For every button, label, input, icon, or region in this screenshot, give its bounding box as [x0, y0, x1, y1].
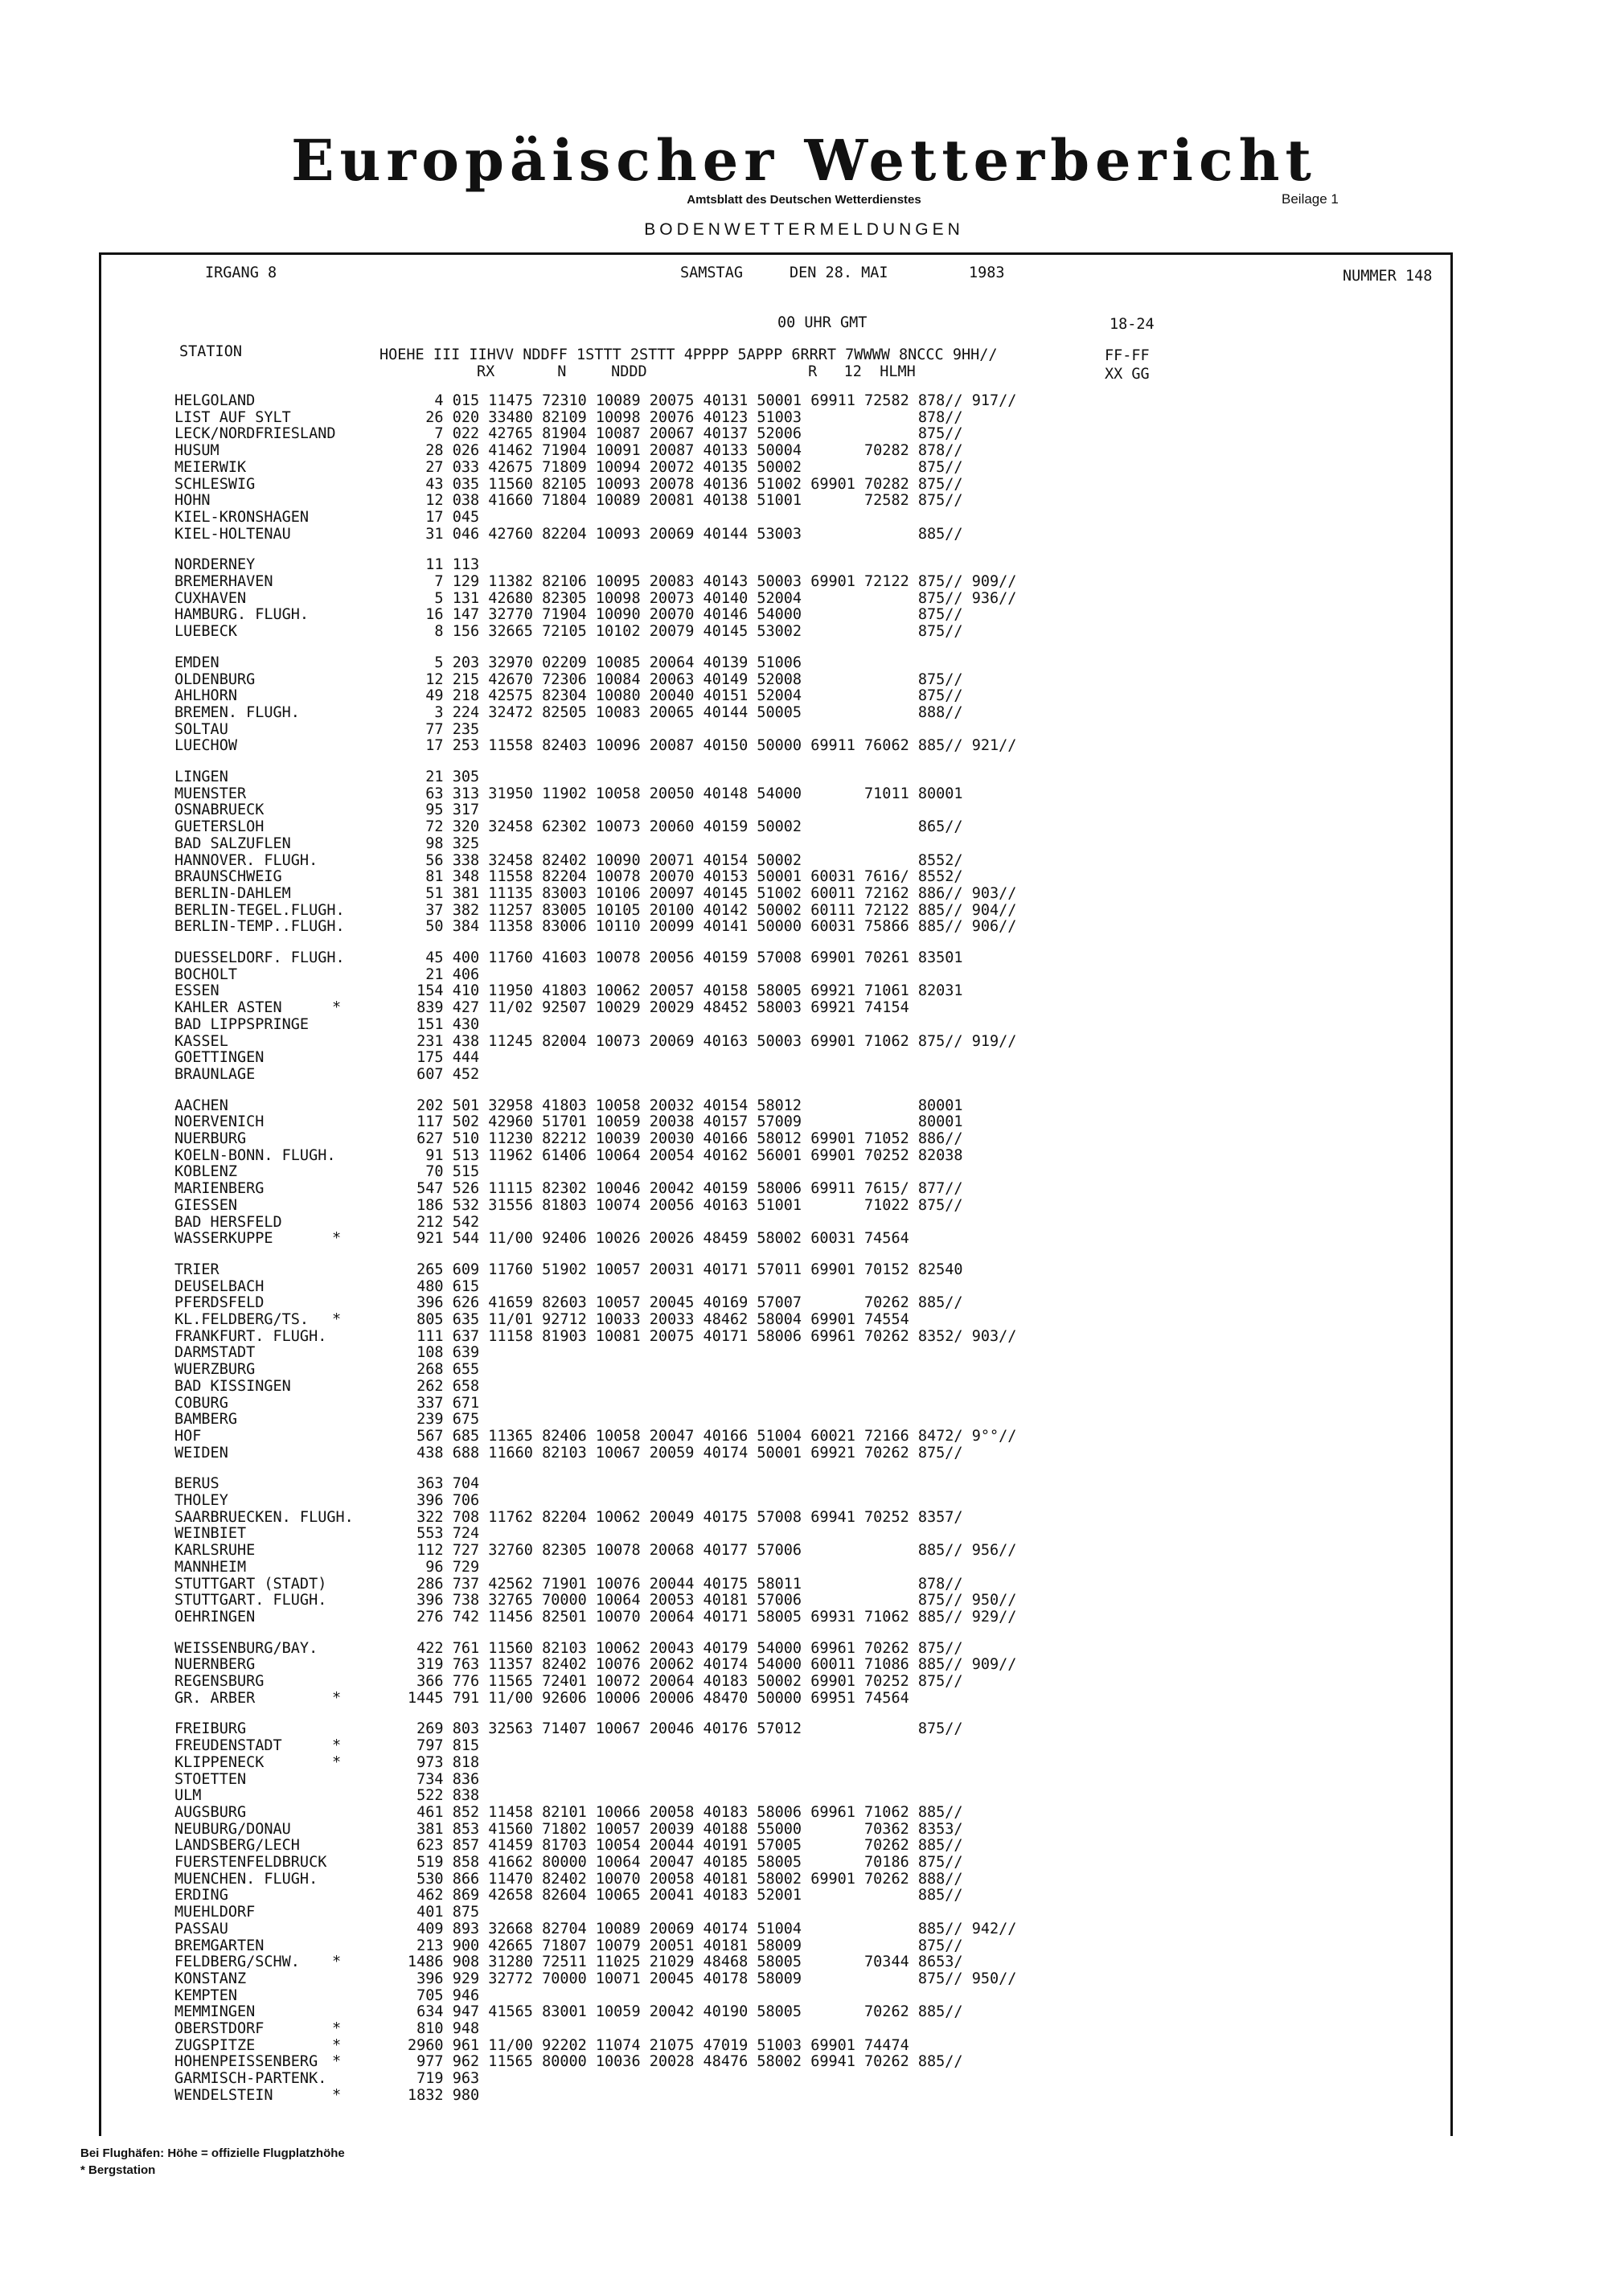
station-name: GUETERSLOH: [174, 818, 265, 836]
footnote-mountain: * Bergstation: [80, 2163, 156, 2177]
station-name: HOHENPEISSENBERG: [174, 2053, 318, 2071]
station-observation-codes: 265 609 11760 51902 10057 20031 40171 57011 69901 70152 82540: [408, 1261, 963, 1278]
station-name: MUENCHEN. FLUGH.: [174, 1870, 318, 1888]
station-name: AHLHORN: [174, 687, 237, 705]
station-observation-codes: 262 658: [408, 1377, 480, 1395]
station-observation-codes: 154 410 11950 41803 10062 20057 40158 58005 69921 71061 82031: [408, 982, 963, 1000]
station-observation-codes: 16 147 32770 71904 10090 20070 40146 54000 875//: [408, 606, 963, 624]
station-name: KASSEL: [174, 1032, 228, 1050]
station-name: KLIPPENECK: [174, 1753, 265, 1771]
station-observation-codes: 56 338 32458 82402 10090 20071 40154 50002 8552/: [408, 851, 963, 869]
mountain-station-marker: *: [332, 2053, 342, 2071]
station-observation-codes: 719 963: [408, 2070, 480, 2088]
station-name: WENDELSTEIN: [174, 2086, 273, 2104]
station-observation-codes: 45 400 11760 41603 10078 20056 40159 57008 69901 70261 83501: [408, 949, 963, 966]
mountain-station-marker: *: [332, 2086, 342, 2104]
station-observation-codes: 396 626 41659 82603 10057 20045 40169 57007 70262 885//: [408, 1294, 963, 1312]
station-name: COBURG: [174, 1394, 228, 1412]
mountain-station-marker: *: [332, 1230, 342, 1248]
station-name: LUECHOW: [174, 737, 237, 755]
volume-label: IRGANG 8: [205, 264, 277, 281]
station-observation-codes: 27 033 42675 71809 10094 20072 40135 50002 875//: [408, 458, 963, 476]
station-observation-codes: 401 875: [408, 1904, 480, 1921]
station-name: REGENSBURG: [174, 1673, 265, 1690]
station-name: SOLTAU: [174, 720, 228, 738]
station-name: KAHLER ASTEN: [174, 999, 282, 1017]
station-observation-codes: 530 866 11470 82402 10070 20058 40181 58002 69901 70262 888//: [408, 1870, 963, 1888]
station-observation-codes: 734 836: [408, 1770, 480, 1788]
station-observation-codes: 213 900 42665 71807 10079 20051 40181 58009 875//: [408, 1937, 963, 1954]
mountain-station-marker: *: [332, 1737, 342, 1755]
station-observation-codes: 381 853 41560 71802 10057 20039 40188 55000 70362 8353/: [408, 1820, 963, 1838]
station-name: PFERDSFELD: [174, 1294, 265, 1312]
station-name: FREIBURG: [174, 1720, 247, 1738]
station-observation-codes: 363 704: [408, 1475, 480, 1493]
station-name: KOBLENZ: [174, 1163, 237, 1181]
station-observation-codes: 522 838: [408, 1787, 480, 1805]
station-name: DUESSELDORF. FLUGH.: [174, 949, 345, 966]
station-name: ERDING: [174, 1887, 228, 1904]
station-observation-codes: 151 430: [408, 1015, 480, 1033]
station-name: BREMERHAVEN: [174, 573, 273, 590]
station-observation-codes: 286 737 42562 71901 10076 20044 40175 58011 878//: [408, 1575, 963, 1593]
station-name: FRANKFURT. FLUGH.: [174, 1327, 327, 1345]
station-observation-codes: 921 544 11/00 92406 10026 20026 48459 58002 60031 74564: [408, 1230, 909, 1248]
station-observation-codes: 705 946: [408, 1986, 480, 2004]
station-name: KEMPTEN: [174, 1986, 237, 2004]
station-name: HUSUM: [174, 442, 219, 460]
station-observation-codes: 462 869 42658 82604 10065 20041 40183 52001 885//: [408, 1887, 963, 1904]
station-observation-codes: 3 224 32472 82505 10083 20065 40144 50005 888//: [408, 703, 963, 721]
station-observation-codes: 96 729: [408, 1558, 480, 1576]
station-name: TRIER: [174, 1261, 219, 1278]
station-observation-codes: 973 818: [408, 1753, 480, 1771]
station-observation-codes: 49 218 42575 82304 10080 20040 40151 52004 875//: [408, 687, 963, 705]
station-observation-codes: 2960 961 11/00 92202 11074 21075 47019 51003 69901 74474: [408, 2036, 909, 2054]
station-observation-codes: 366 776 11565 72401 10072 20064 40183 50002 69901 70252 875//: [408, 1673, 963, 1690]
station-name: FUERSTENFELDBRUCK: [174, 1854, 327, 1871]
station-observation-codes: 98 325: [408, 834, 480, 852]
station-observation-codes: 567 685 11365 82406 10058 20047 40166 51004 60021 72166 8472/ 9°°//: [408, 1427, 1017, 1445]
station-name: OEHRINGEN: [174, 1608, 256, 1626]
station-observation-codes: 95 317: [408, 802, 480, 819]
station-observation-codes: 337 671: [408, 1394, 480, 1412]
station-observation-codes: 11 113: [408, 556, 480, 574]
station-name: EMDEN: [174, 654, 219, 671]
station-observation-codes: 322 708 11762 82204 10062 20049 40175 57008 69941 70252 8357/: [408, 1508, 963, 1526]
station-observation-codes: 43 035 11560 82105 10093 20078 40136 51002 69901 70282 875//: [408, 475, 963, 493]
station-observation-codes: 81 348 11558 82204 10078 20070 40153 50001 60031 7616/ 8552/: [408, 868, 963, 886]
station-name: OLDENBURG: [174, 670, 256, 688]
station-observation-codes: 26 020 33480 82109 10098 20076 40123 51003 878//: [408, 408, 963, 426]
station-observation-codes: 1832 980: [408, 2086, 480, 2104]
station-observation-codes: 634 947 41565 83001 10059 20042 40190 58005 70262 885//: [408, 2003, 963, 2021]
station-observation-codes: 276 742 11456 82501 10070 20064 40171 58005 69931 71062 885// 929//: [408, 1608, 1017, 1626]
station-name: HANNOVER. FLUGH.: [174, 851, 318, 869]
year: 1983: [969, 264, 1005, 281]
station-name: BOCHOLT: [174, 966, 237, 983]
station-observation-codes: 72 320 32458 62302 10073 20060 40159 50002 865//: [408, 818, 963, 836]
station-name: ZUGSPITZE: [174, 2036, 256, 2054]
station-name: LINGEN: [174, 769, 228, 785]
station-name: BERLIN-DAHLEM: [174, 884, 291, 902]
publisher-subtitle: Amtsblatt des Deutschen Wetterdienstes: [687, 193, 921, 207]
station-name: THOLEY: [174, 1492, 228, 1509]
station-name: BREMGARTEN: [174, 1937, 265, 1954]
station-observation-codes: 7 129 11382 82106 10095 20083 40143 50003 69901 72122 875// 909//: [408, 573, 1017, 590]
station-observation-codes: 108 639: [408, 1344, 480, 1362]
station-name: NORDERNEY: [174, 556, 256, 574]
extra-header-1: FF-FF: [1105, 347, 1150, 364]
station-observation-codes: 70 515: [408, 1163, 480, 1181]
station-name: OSNABRUECK: [174, 802, 265, 819]
station-name: KOELN-BONN. FLUGH.: [174, 1146, 336, 1164]
station-name: LUEBECK: [174, 623, 237, 641]
station-observation-codes: 623 857 41459 81703 10054 20044 40191 57005 70262 885//: [408, 1837, 963, 1855]
station-observation-codes: 805 635 11/01 92712 10033 20033 48462 58004 69901 74554: [408, 1311, 909, 1328]
station-observation-codes: 1445 791 11/00 92606 10006 20006 48470 50000 69951 74564: [408, 1689, 909, 1707]
station-observation-codes: 17 045: [408, 508, 480, 526]
station-observation-codes: 422 761 11560 82103 10062 20043 40179 54000 69961 70262 875//: [408, 1639, 963, 1657]
station-name: MEMMINGEN: [174, 2003, 256, 2021]
station-observation-codes: 268 655: [408, 1361, 480, 1379]
station-name: ESSEN: [174, 982, 219, 1000]
station-name: GOETTINGEN: [174, 1049, 265, 1067]
station-observation-codes: 117 502 42960 51701 10059 20038 40157 57009 80001: [408, 1113, 963, 1131]
station-observation-codes: 175 444: [408, 1049, 480, 1067]
station-observation-codes: 21 406: [408, 966, 480, 983]
station-name: BERLIN-TEGEL.FLUGH.: [174, 901, 345, 919]
station-observation-codes: 239 675: [408, 1411, 480, 1429]
station-name: LIST AUF SYLT: [174, 408, 291, 426]
station-observation-codes: 31 046 42760 82204 10093 20069 40144 53003 885//: [408, 525, 963, 543]
station-observation-codes: 202 501 32958 41803 10058 20032 40154 58012 80001: [408, 1097, 963, 1114]
station-observation-codes: 63 313 31950 11902 10058 20050 40148 54000 71011 80001: [408, 785, 963, 802]
station-observation-codes: 91 513 11962 61406 10064 20054 40162 56001 69901 70252 82038: [408, 1146, 963, 1164]
station-observation-codes: 480 615: [408, 1277, 480, 1295]
station-name: DEUSELBACH: [174, 1277, 265, 1295]
station-name: GARMISCH-PARTENK.: [174, 2070, 327, 2088]
station-observation-codes: 7 022 42765 81904 10087 20067 40137 52006 875//: [408, 425, 963, 443]
station-observation-codes: 396 706: [408, 1492, 480, 1509]
station-name: BAD HERSFELD: [174, 1213, 282, 1231]
station-observation-codes: 8 156 32665 72105 10102 20079 40145 53002 875//: [408, 623, 963, 641]
observation-time: 00 UHR GMT: [777, 314, 868, 331]
station-observation-codes: 319 763 11357 82402 10076 20062 40174 54000 60011 71086 885// 909//: [408, 1656, 1017, 1674]
station-name: PASSAU: [174, 1920, 228, 1937]
station-name: SAARBRUECKEN. FLUGH.: [174, 1508, 354, 1526]
extra-header-2: XX GG: [1105, 366, 1150, 383]
station-name: AUGSBURG: [174, 1803, 247, 1821]
station-observation-codes: 269 803 32563 71407 10067 20046 40176 57012 875//: [408, 1720, 963, 1738]
station-observation-codes: 50 384 11358 83006 10110 20099 40141 50000 60031 75866 885// 906//: [408, 918, 1017, 936]
station-name: BAD KISSINGEN: [174, 1377, 291, 1395]
station-observation-codes: 51 381 11135 83003 10106 20097 40145 51002 60011 72162 886// 903//: [408, 884, 1017, 902]
station-name: GIESSEN: [174, 1196, 237, 1214]
footnote-airports: Bei Flughäfen: Höhe = offizielle Flugplatzhöhe: [80, 2146, 345, 2160]
station-name: MUENSTER: [174, 785, 247, 802]
station-name: ULM: [174, 1787, 202, 1805]
weekday: SAMSTAG: [680, 264, 743, 281]
station-observation-codes: 212 542: [408, 1213, 480, 1231]
station-observation-codes: 396 738 32765 70000 10064 20053 40181 57006 875// 950//: [408, 1592, 1017, 1609]
station-name: KIEL-HOLTENAU: [174, 525, 291, 543]
station-name: NUERBURG: [174, 1130, 247, 1147]
newspaper-title: Europäischer Wetterbericht: [291, 127, 1317, 194]
station-header: STATION: [179, 343, 242, 360]
station-name: BAMBERG: [174, 1411, 237, 1429]
code-header-2: RX N NDDD R 12 HLMH: [477, 363, 916, 380]
station-observation-codes: 12 038 41660 71804 10089 20081 40138 51001 72582 875//: [408, 492, 963, 510]
station-name: WASSERKUPPE: [174, 1230, 273, 1248]
station-observation-codes: 111 637 11158 81903 10081 20075 40171 58006 69961 70262 8352/ 903//: [408, 1327, 1017, 1345]
station-observation-codes: 77 235: [408, 720, 480, 738]
station-name: NUERNBERG: [174, 1656, 256, 1674]
station-name: AACHEN: [174, 1097, 228, 1114]
station-name: BERLIN-TEMP..FLUGH.: [174, 918, 345, 936]
station-name: WEINBIET: [174, 1525, 247, 1543]
station-name: MANNHEIM: [174, 1558, 247, 1576]
station-observation-codes: 627 510 11230 82212 10039 20030 40166 58012 69901 71052 886//: [408, 1130, 963, 1147]
station-observation-codes: 1486 908 31280 72511 11025 21029 48468 58005 70344 8653/: [408, 1954, 963, 1971]
station-name: BREMEN. FLUGH.: [174, 703, 300, 721]
station-observation-codes: 186 532 31556 81803 10074 20056 40163 51001 71022 875//: [408, 1196, 963, 1214]
station-name: DARMSTADT: [174, 1344, 256, 1362]
station-name: BERUS: [174, 1475, 219, 1493]
station-observation-codes: 231 438 11245 82004 10073 20069 40163 50003 69901 71062 875// 919//: [408, 1032, 1017, 1050]
station-name: WEIDEN: [174, 1444, 228, 1462]
station-observation-codes: 810 948: [408, 2020, 480, 2037]
station-observation-codes: 12 215 42670 72306 10084 20063 40149 52008 875//: [408, 670, 963, 688]
station-observation-codes: 112 727 32760 82305 10078 20068 40177 57006 885// 956//: [408, 1542, 1017, 1560]
station-name: SCHLESWIG: [174, 475, 256, 493]
station-name: MARIENBERG: [174, 1180, 265, 1198]
station-name: HAMBURG. FLUGH.: [174, 606, 310, 624]
date: DEN 28. MAI: [790, 264, 888, 281]
mountain-station-marker: *: [332, 1311, 342, 1328]
issue-number: NUMMER 148: [1343, 268, 1433, 285]
station-name: NEUBURG/DONAU: [174, 1820, 291, 1838]
mountain-station-marker: *: [332, 1753, 342, 1771]
station-observation-codes: 409 893 32668 82704 10089 20069 40174 51004 885// 942//: [408, 1920, 1017, 1937]
station-name: STOETTEN: [174, 1770, 247, 1788]
station-observation-codes: 797 815: [408, 1737, 480, 1755]
station-observation-codes: 839 427 11/02 92507 10029 20029 48452 58003 69921 74154: [408, 999, 909, 1017]
station-name: BRAUNSCHWEIG: [174, 868, 282, 886]
station-name: KIEL-KRONSHAGEN: [174, 508, 310, 526]
station-name: KL.FELDBERG/TS.: [174, 1311, 310, 1328]
station-observation-codes: 607 452: [408, 1065, 480, 1083]
code-header-1: HOEHE III IIHVV NDDFF 1STTT 2STTT 4PPPP 5APPP 6RRRT 7WWWW 8NCCC 9HH//: [379, 346, 998, 363]
station-name: BAD SALZUFLEN: [174, 834, 291, 852]
mountain-station-marker: *: [332, 2020, 342, 2037]
station-name: KARLSRUHE: [174, 1542, 256, 1560]
station-observation-codes: 5 203 32970 02209 10085 20064 40139 51006: [408, 654, 802, 671]
station-observation-codes: 37 382 11257 83005 10105 20100 40142 50002 60111 72122 885// 904//: [408, 901, 1017, 919]
station-name: LECK/NORDFRIESLAND: [174, 425, 336, 443]
station-name: OBERSTDORF: [174, 2020, 265, 2037]
station-name: STUTTGART. FLUGH.: [174, 1592, 327, 1609]
station-name: CUXHAVEN: [174, 589, 247, 607]
station-name: BRAUNLAGE: [174, 1065, 256, 1083]
station-observation-codes: 5 131 42680 82305 10098 20073 40140 52004 875// 936//: [408, 589, 1017, 607]
station-observation-codes: 438 688 11660 82103 10067 20059 40174 50001 69921 70262 875//: [408, 1444, 963, 1462]
period-label: 18-24: [1110, 316, 1155, 333]
station-name: BAD LIPPSPRINGE: [174, 1015, 310, 1033]
section-title: BODENWETTERMELDUNGEN: [644, 220, 964, 239]
station-observation-codes: 519 858 41662 80000 10064 20047 40185 58005 70186 875//: [408, 1854, 963, 1871]
mountain-station-marker: *: [332, 2036, 342, 2054]
station-name: HELGOLAND: [174, 392, 256, 409]
station-name: WUERZBURG: [174, 1361, 256, 1379]
station-name: GR. ARBER: [174, 1689, 256, 1707]
station-name: WEISSENBURG/BAY.: [174, 1639, 318, 1657]
station-name: MEIERWIK: [174, 458, 247, 476]
station-name: MUEHLDORF: [174, 1904, 256, 1921]
station-observation-codes: 396 929 32772 70000 10071 20045 40178 58009 875// 950//: [408, 1970, 1017, 1987]
station-name: KONSTANZ: [174, 1970, 247, 1987]
station-name: FELDBERG/SCHW.: [174, 1954, 300, 1971]
station-observation-codes: 17 253 11558 82403 10096 20087 40150 50000 69911 76062 885// 921//: [408, 737, 1017, 755]
station-name: FREUDENSTADT: [174, 1737, 282, 1755]
station-observation-codes: 977 962 11565 80000 10036 20028 48476 58002 69941 70262 885//: [408, 2053, 963, 2071]
station-name: NOERVENICH: [174, 1113, 265, 1131]
mountain-station-marker: *: [332, 1689, 342, 1707]
supplement-label: Beilage 1: [1282, 191, 1339, 207]
station-observation-codes: 553 724: [408, 1525, 480, 1543]
mountain-station-marker: *: [332, 1954, 342, 1971]
station-observation-codes: 4 015 11475 72310 10089 20075 40131 50001 69911 72582 878// 917//: [408, 392, 1017, 409]
station-name: STUTTGART (STADT): [174, 1575, 327, 1593]
station-name: HOHN: [174, 492, 211, 510]
station-name: LANDSBERG/LECH: [174, 1837, 300, 1855]
station-name: HOF: [174, 1427, 202, 1445]
mountain-station-marker: *: [332, 999, 342, 1017]
station-observation-codes: 21 305: [408, 769, 480, 785]
station-observation-codes: 547 526 11115 82302 10046 20042 40159 58006 69911 7615/ 877//: [408, 1180, 963, 1198]
station-observation-codes: 461 852 11458 82101 10066 20058 40183 58006 69961 71062 885//: [408, 1803, 963, 1821]
station-observation-codes: 28 026 41462 71904 10091 20087 40133 50004 70282 878//: [408, 442, 963, 460]
